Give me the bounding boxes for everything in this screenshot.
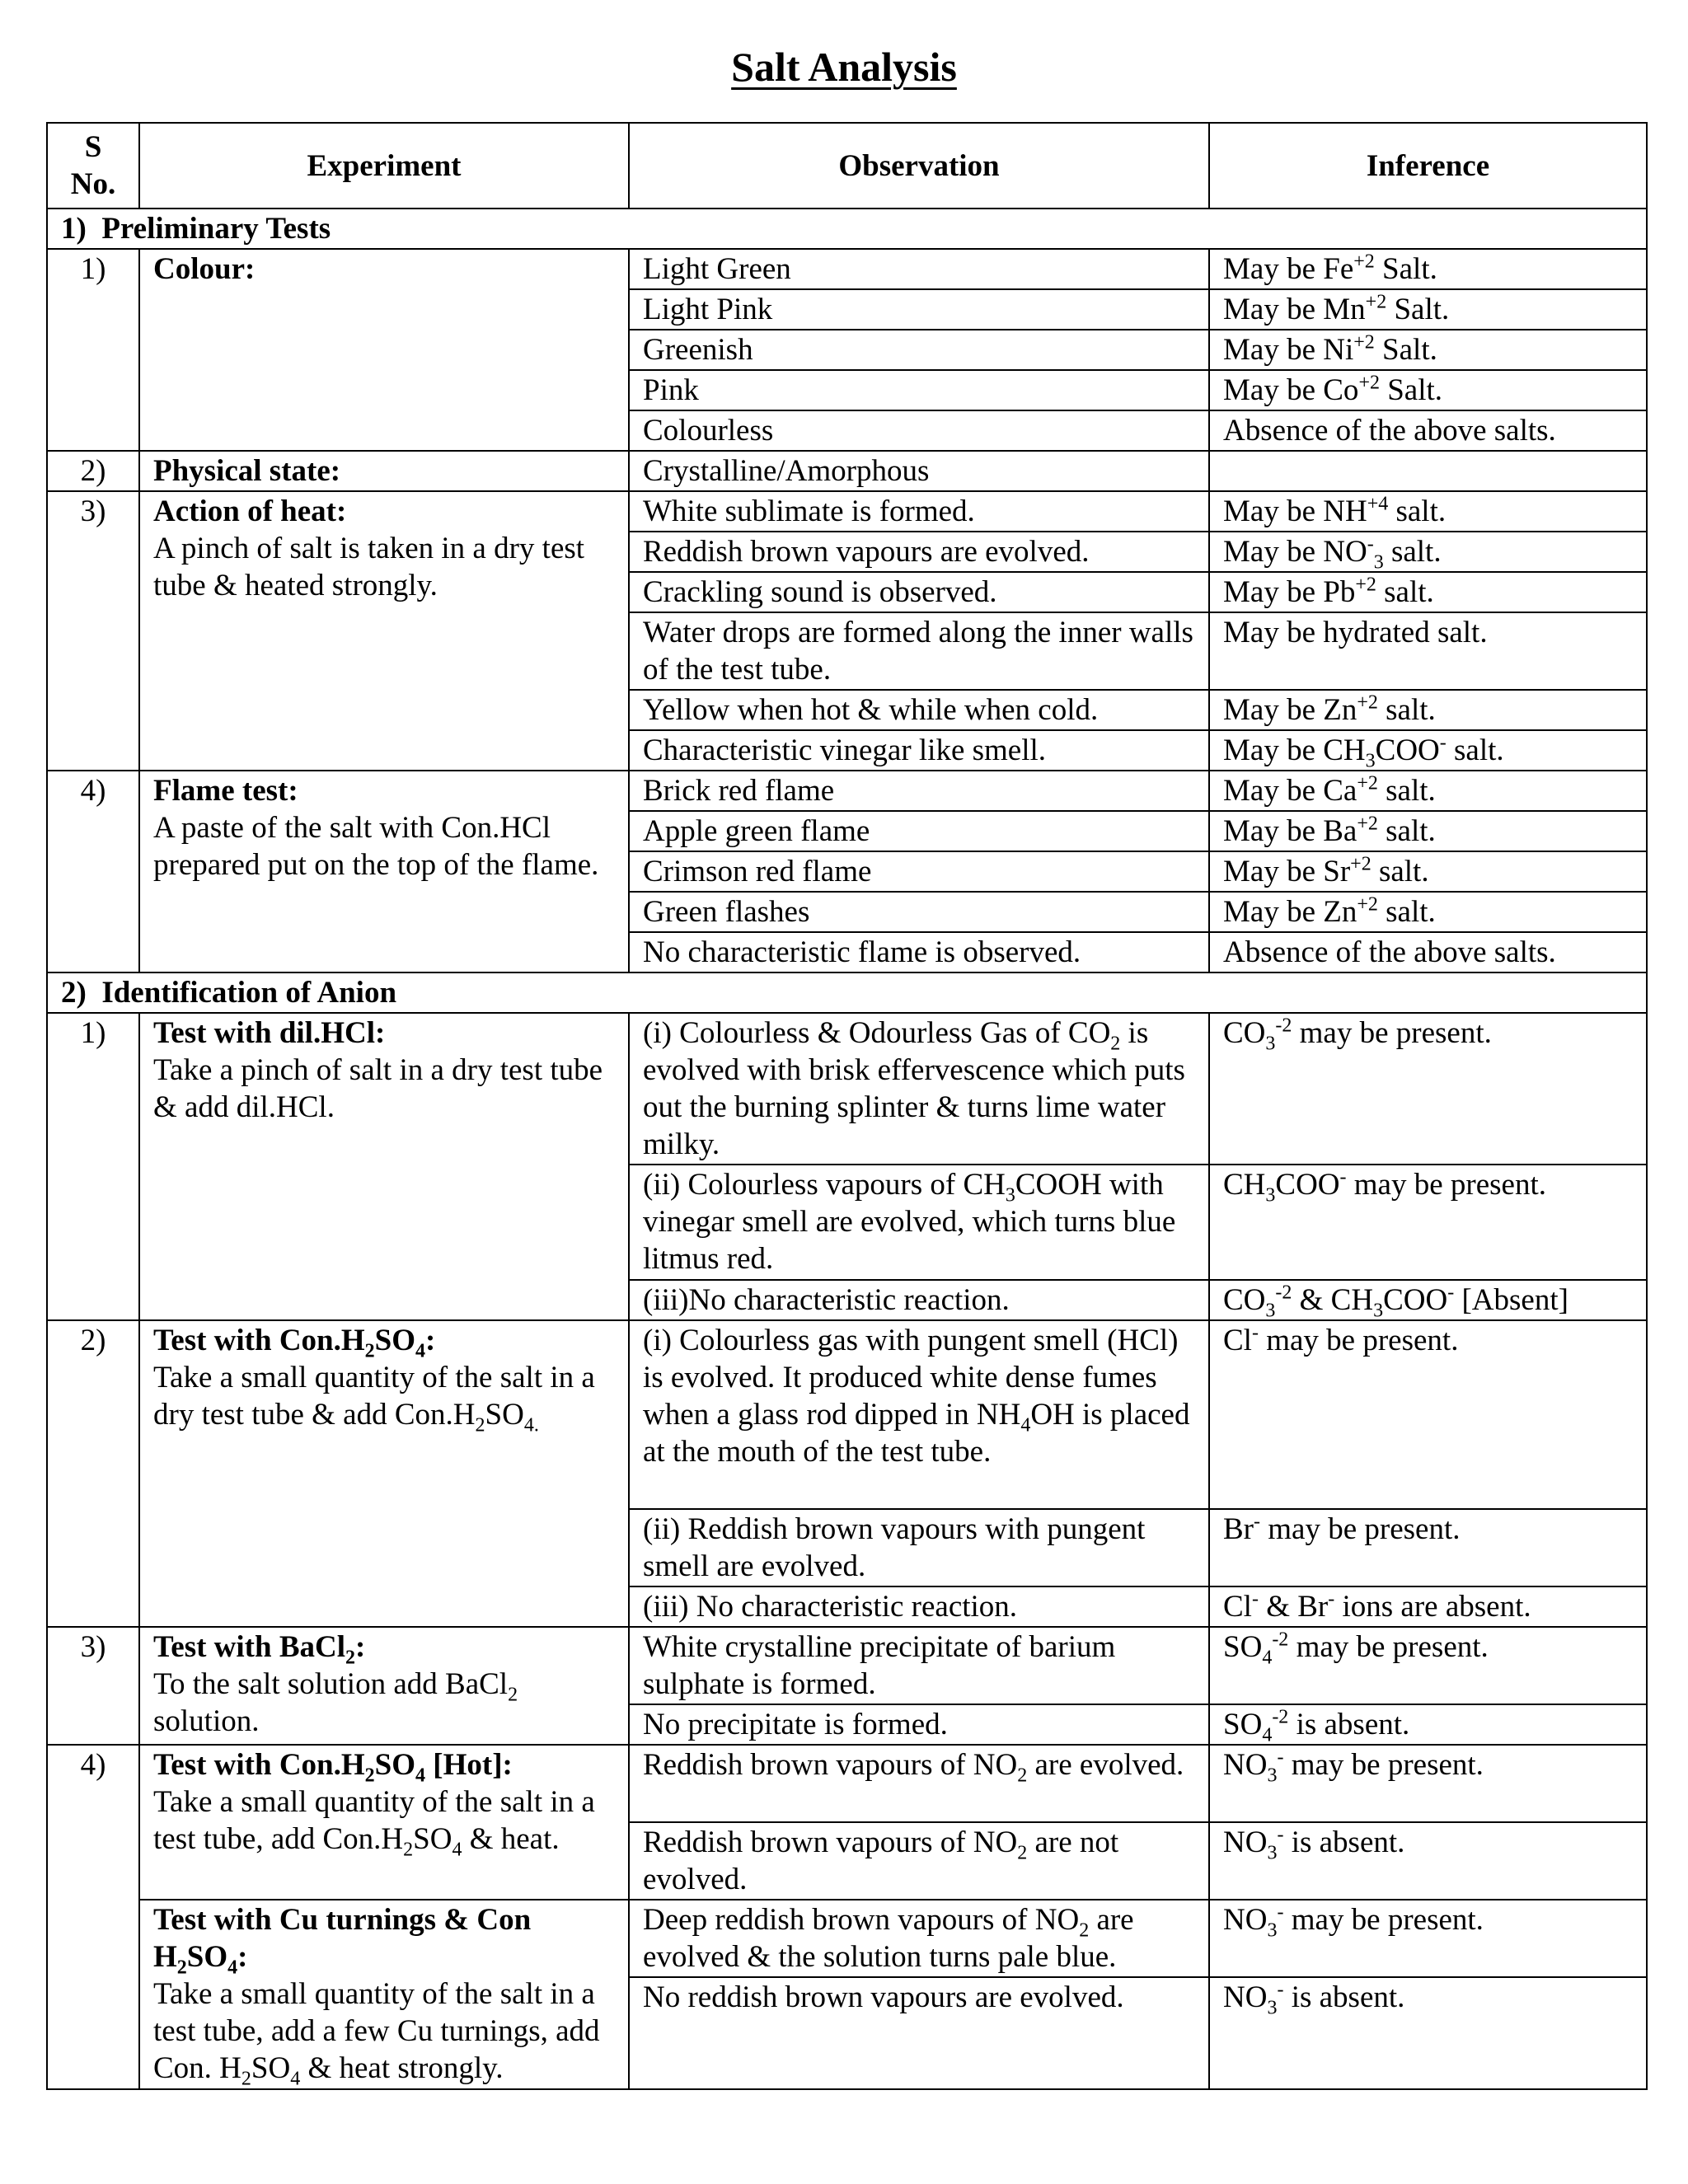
observation-cell: (i) Colourless & Odourless Gas of $CO_2$ is evolved with brisk effervescence which puts out the burning splinter & turns lime water milky.	[629, 1013, 1209, 1165]
inference-cell: May be $Zn^{+2}$ salt.	[1209, 690, 1647, 730]
observation-cell: Green flashes	[629, 892, 1209, 932]
inference-cell: Absence of the above salts.	[1209, 410, 1647, 451]
observation-cell: No precipitate is formed.	[629, 1704, 1209, 1745]
row-number: 1)	[47, 249, 139, 451]
observation-cell: Deep reddish brown vapours of $NO_2$ are evolved & the solution turns pale blue.	[629, 1900, 1209, 1977]
inference-cell: $CO_3^{-2}$ & $CH_3COO^-$ [Absent]	[1209, 1280, 1647, 1320]
observation-cell: White sublimate is formed.	[629, 491, 1209, 532]
experiment-cell: Test with $Con.H_2SO_4$ [Hot]: Take a small quantity of the salt in a test tube, add $Con.H_2SO_4$ & heat.	[139, 1745, 629, 1900]
observation-cell: Colourless	[629, 410, 1209, 451]
inference-cell: $NO_3^-$ may be present.	[1209, 1745, 1647, 1822]
observation-cell: Crimson red flame	[629, 851, 1209, 892]
header-inference: Inference	[1209, 123, 1647, 209]
observation-cell: Reddish brown vapours of $NO_2$ are evolved.	[629, 1745, 1209, 1822]
inference-cell: $SO_4^{-2}$ is absent.	[1209, 1704, 1647, 1745]
observation-cell: (i) Colourless gas with pungent smell (HCl) is evolved. It produced white dense fumes when a glass rod dipped in $NH_4OH$ is placed at the mouth of the test tube.	[629, 1320, 1209, 1509]
document-title: Salt Analysis	[731, 44, 957, 90]
inference-cell: $NO_3^-$ is absent.	[1209, 1822, 1647, 1900]
inference-cell: Br- may be present.	[1209, 1509, 1647, 1586]
observation-cell: Apple green flame	[629, 811, 1209, 851]
inference-cell: $CO_3^{-2}$ may be present.	[1209, 1013, 1647, 1165]
inference-cell: May be $Zn^{+2}$ salt.	[1209, 892, 1647, 932]
experiment-cell: Test with dil.HCl: Take a pinch of salt in a dry test tube & add dil.HCl.	[139, 1013, 629, 1320]
header-sno: S No.	[47, 123, 139, 209]
inference-cell: May be $Co^{+2}$ Salt.	[1209, 370, 1647, 410]
table-row	[47, 249, 1647, 289]
observation-cell: Characteristic vinegar like smell.	[629, 730, 1209, 771]
observation-cell: Greenish	[629, 330, 1209, 370]
inference-cell: $CH_3COO^-$ may be present.	[1209, 1165, 1647, 1280]
experiment-cell: Flame test: A paste of the salt with Con.HCl prepared put on the top of the flame.	[139, 771, 629, 972]
experiment-cell: Test with $Con.H_2SO_4$: Take a small quantity of the salt in a dry test tube & add $Con.H_2SO_{4.}$	[139, 1320, 629, 1627]
observation-cell: Yellow when hot & while when cold.	[629, 690, 1209, 730]
observation-cell: Reddish brown vapours are evolved.	[629, 532, 1209, 572]
row-number: 4)	[47, 1745, 139, 2089]
observation-cell: No reddish brown vapours are evolved.	[629, 1977, 1209, 2089]
observation-cell: Light Pink	[629, 289, 1209, 330]
inference-cell: $SO_4^{-2}$ may be present.	[1209, 1627, 1647, 1704]
observation-cell: (iii) No characteristic reaction.	[629, 1586, 1209, 1627]
inference-cell: May be $Ba^{+2}$ salt.	[1209, 811, 1647, 851]
observation-cell: Reddish brown vapours of $NO_2$ are not evolved.	[629, 1822, 1209, 1900]
table-row	[47, 1627, 1647, 1704]
observation-cell: White crystalline precipitate of barium sulphate is formed.	[629, 1627, 1209, 1704]
row-number: 2)	[47, 1320, 139, 1627]
observation-cell: Crackling sound is observed.	[629, 572, 1209, 612]
inference-cell: May be $Mn^{+2}$ Salt.	[1209, 289, 1647, 330]
observation-cell: (ii) Reddish brown vapours with pungent smell are evolved.	[629, 1509, 1209, 1586]
inference-cell: May be $Fe^{+2}$ Salt.	[1209, 249, 1647, 289]
experiment-cell: Action of heat: A pinch of salt is taken in a dry test tube & heated strongly.	[139, 491, 629, 771]
experiment-cell: Test with BaCl$_2$: To the salt solution add BaCl$_2$ solution.	[139, 1627, 629, 1745]
observation-cell: No characteristic flame is observed.	[629, 932, 1209, 972]
observation-cell: (iii)No characteristic reaction.	[629, 1280, 1209, 1320]
table-row	[47, 771, 1647, 811]
observation-cell: Light Green	[629, 249, 1209, 289]
section-heading: 2) Identification of Anion	[47, 972, 1647, 1013]
row-number: 3)	[47, 1627, 139, 1745]
table-row	[47, 1745, 1647, 1822]
inference-cell: Cl- & Br- ions are absent.	[1209, 1586, 1647, 1627]
observation-cell: Water drops are formed along the inner walls of the test tube.	[629, 612, 1209, 690]
inference-cell: Cl- may be present.	[1209, 1320, 1647, 1509]
row-number: 2)	[47, 451, 139, 491]
row-number: 3)	[47, 491, 139, 771]
observation-cell: Brick red flame	[629, 771, 1209, 811]
header-experiment: Experiment	[139, 123, 629, 209]
experiment-cell: Colour:	[139, 249, 629, 451]
experiment-cell: Test with Cu turnings & Con $H_2SO_4$: Take a small quantity of the salt in a test tube, add a few Cu turnings, add Con. $H_2SO_4$ & heat strongly.	[139, 1900, 629, 2089]
inference-cell: May be $CH_3COO^-$ salt.	[1209, 730, 1647, 771]
inference-cell: $NO_3^-$ may be present.	[1209, 1900, 1647, 1977]
table-row	[47, 1013, 1647, 1165]
header-observation: Observation	[629, 123, 1209, 209]
inference-cell: May be $Ni^{+2}$ Salt.	[1209, 330, 1647, 370]
experiment-cell: Physical state:	[139, 451, 629, 491]
inference-cell	[1209, 451, 1647, 491]
inference-cell: May be $Sr^{+2}$ salt.	[1209, 851, 1647, 892]
table-row	[47, 451, 1647, 491]
inference-cell: May be hydrated salt.	[1209, 612, 1647, 690]
inference-cell: Absence of the above salts.	[1209, 932, 1647, 972]
observation-cell: Crystalline/Amorphous	[629, 451, 1209, 491]
row-number: 1)	[47, 1013, 139, 1320]
table-row	[47, 491, 1647, 532]
inference-cell: $NO_3^-$ is absent.	[1209, 1977, 1647, 2089]
inference-cell: May be $Pb^{+2}$ salt.	[1209, 572, 1647, 612]
salt-analysis-table	[46, 122, 1648, 2090]
inference-cell: May be $NO^-_3$ salt.	[1209, 532, 1647, 572]
table-row	[47, 1320, 1647, 1509]
observation-cell: (ii) Colourless vapours of $CH_3COOH$ with vinegar smell are evolved, which turns blue litmus red.	[629, 1165, 1209, 1280]
section-heading: 1) Preliminary Tests	[47, 209, 1647, 249]
row-number: 4)	[47, 771, 139, 972]
inference-cell: May be $Ca^{+2}$ salt.	[1209, 771, 1647, 811]
observation-cell: Pink	[629, 370, 1209, 410]
inference-cell: May be $NH^{+4}$ salt.	[1209, 491, 1647, 532]
header-row	[47, 123, 1647, 209]
